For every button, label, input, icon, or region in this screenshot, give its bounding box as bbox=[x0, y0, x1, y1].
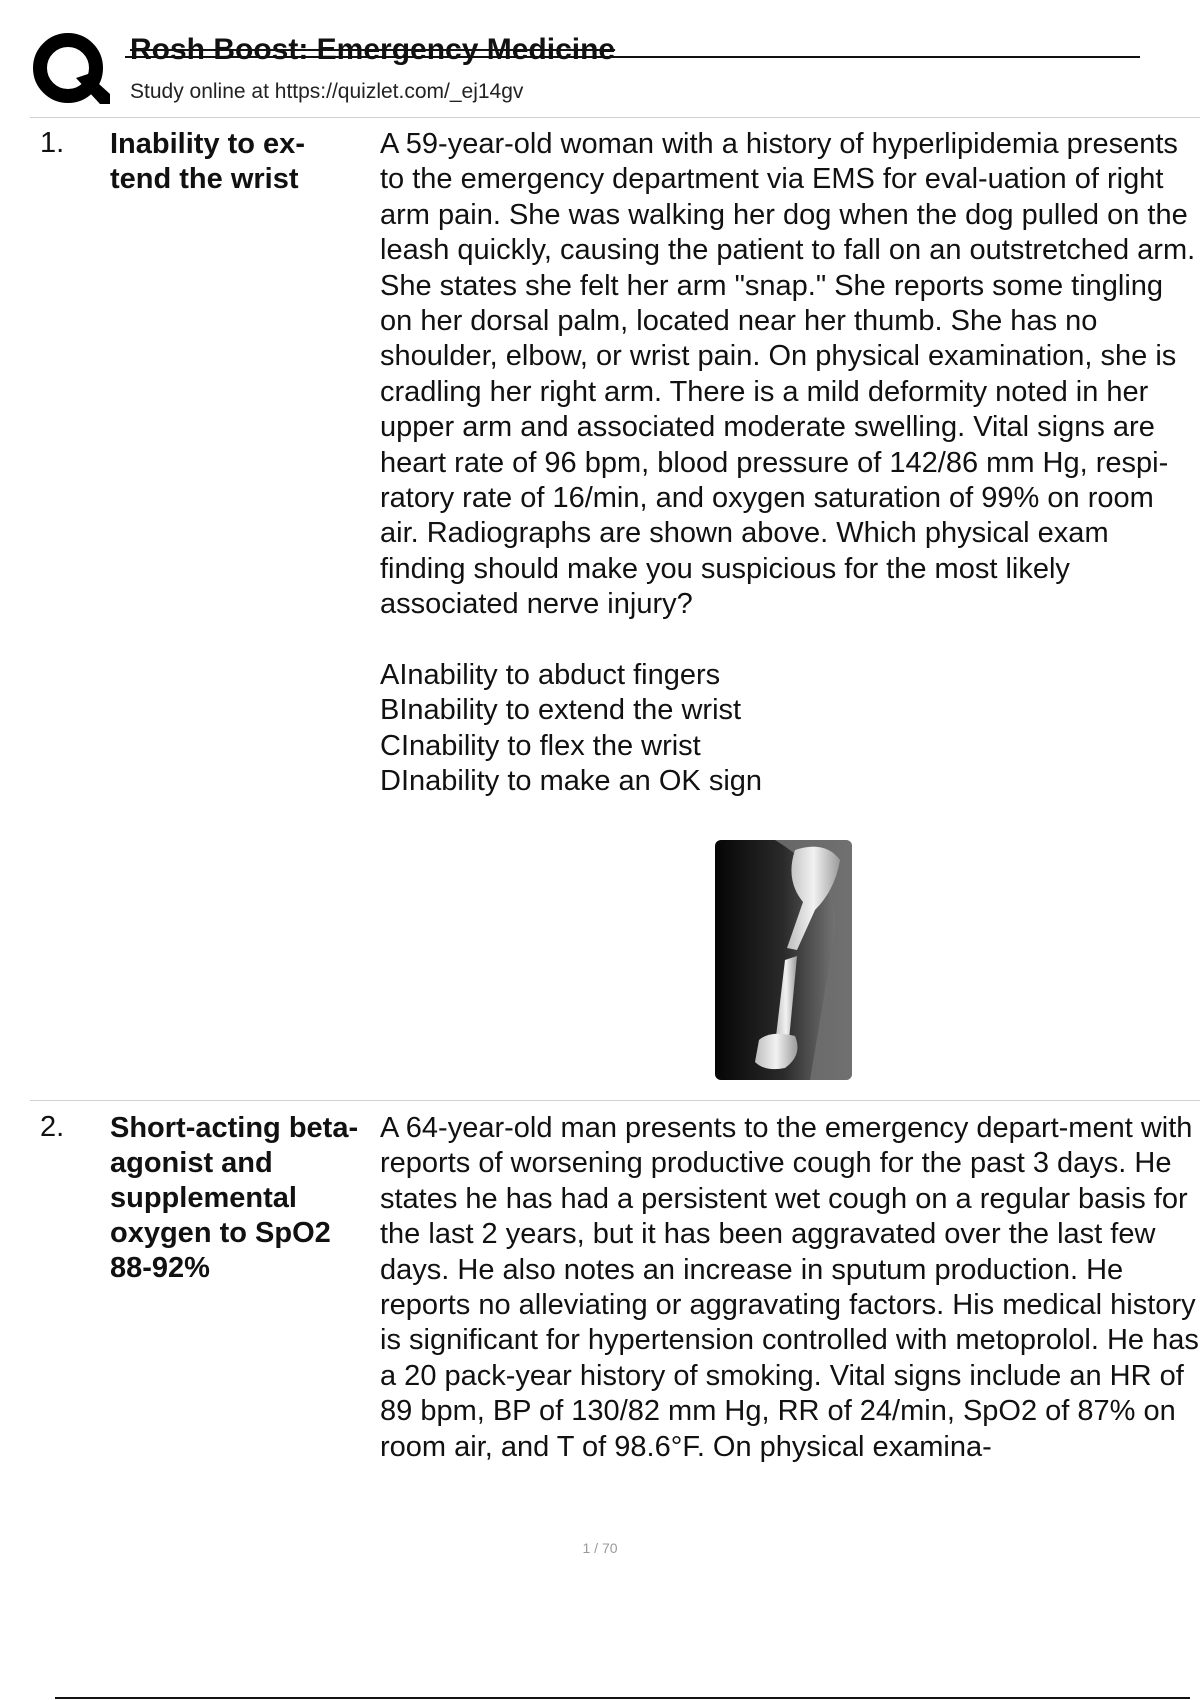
bottom-rule bbox=[55, 1697, 1190, 1699]
header-divider bbox=[30, 117, 1200, 118]
answer-choices bbox=[380, 658, 1200, 800]
choice-a: AInability to abduct fingers bbox=[380, 658, 721, 691]
card-number: 2. bbox=[40, 1111, 65, 1143]
quizlet-logo-icon bbox=[30, 30, 110, 110]
card-definition bbox=[380, 127, 1200, 799]
page-title: Rosh Boost: Emergency Medicine bbox=[130, 33, 616, 66]
card-term-text: Inability to ex- tend the wrist bbox=[110, 128, 305, 195]
card-term bbox=[110, 127, 380, 197]
choice-c: CInability to flex the wrist bbox=[380, 729, 701, 762]
choice-b: BInability to extend the wrist bbox=[380, 694, 742, 727]
radiograph-image bbox=[715, 840, 852, 1080]
card-number: 1. bbox=[40, 127, 65, 159]
card-term: Short-acting beta-agonist and supplemental oxygen to SpO2 88-92% bbox=[110, 1112, 359, 1284]
question-text: A 59-year-old woman with a history of hyperlipidemia presents to the emergency department via EMS for eval-uation of right arm pain. She was walking her dog when the dog pulled on the leash quickly, causing the patient to fall on an outstretched arm. She states she felt her arm "snap." She reports some tingling on her dorsal palm, located near her thumb. She has no shoulder, elbow, or wrist pain. On physical examination, she is cradling her right arm. There is a mild deformity noted in her upper arm and associated moderate swelling. Vital signs are heart rate of 96 bpm, blood pressure of 142/86 mm Hg, respi-ratory rate of 16/min, and oxygen saturation of 99% on room air. Radiographs are shown above. Which physical exam finding should make you suspicious for the most likely associated nerve injury? bbox=[380, 128, 1196, 621]
title-rule bbox=[125, 56, 1140, 58]
card-definition: A 64-year-old man presents to the emergency depart-ment with reports of worsening productive cough for the past 3 days. He states he has had a persistent wet cough on a regular basis for the last 2 years, but it has been aggravated over the last few days. He also notes an increase in sputum production. He reports no alleviating or aggravating factors. His medical history is significant for hypertension controlled with metoprolol. He has a 20 pack-year history of smoking. Vital signs include an HR of 89 bpm, BP of 130/82 mm Hg, RR of 24/min, SpO2 of 87% on room air, and T of 98.6°F. On physical examina- bbox=[380, 1112, 1199, 1463]
card-divider bbox=[30, 1100, 1200, 1101]
page-number: 1 / 70 bbox=[582, 1540, 618, 1556]
choice-d: DInability to make an OK sign bbox=[380, 764, 763, 797]
study-link[interactable]: Study online at https://quizlet.com/_ej14gv bbox=[130, 80, 524, 103]
